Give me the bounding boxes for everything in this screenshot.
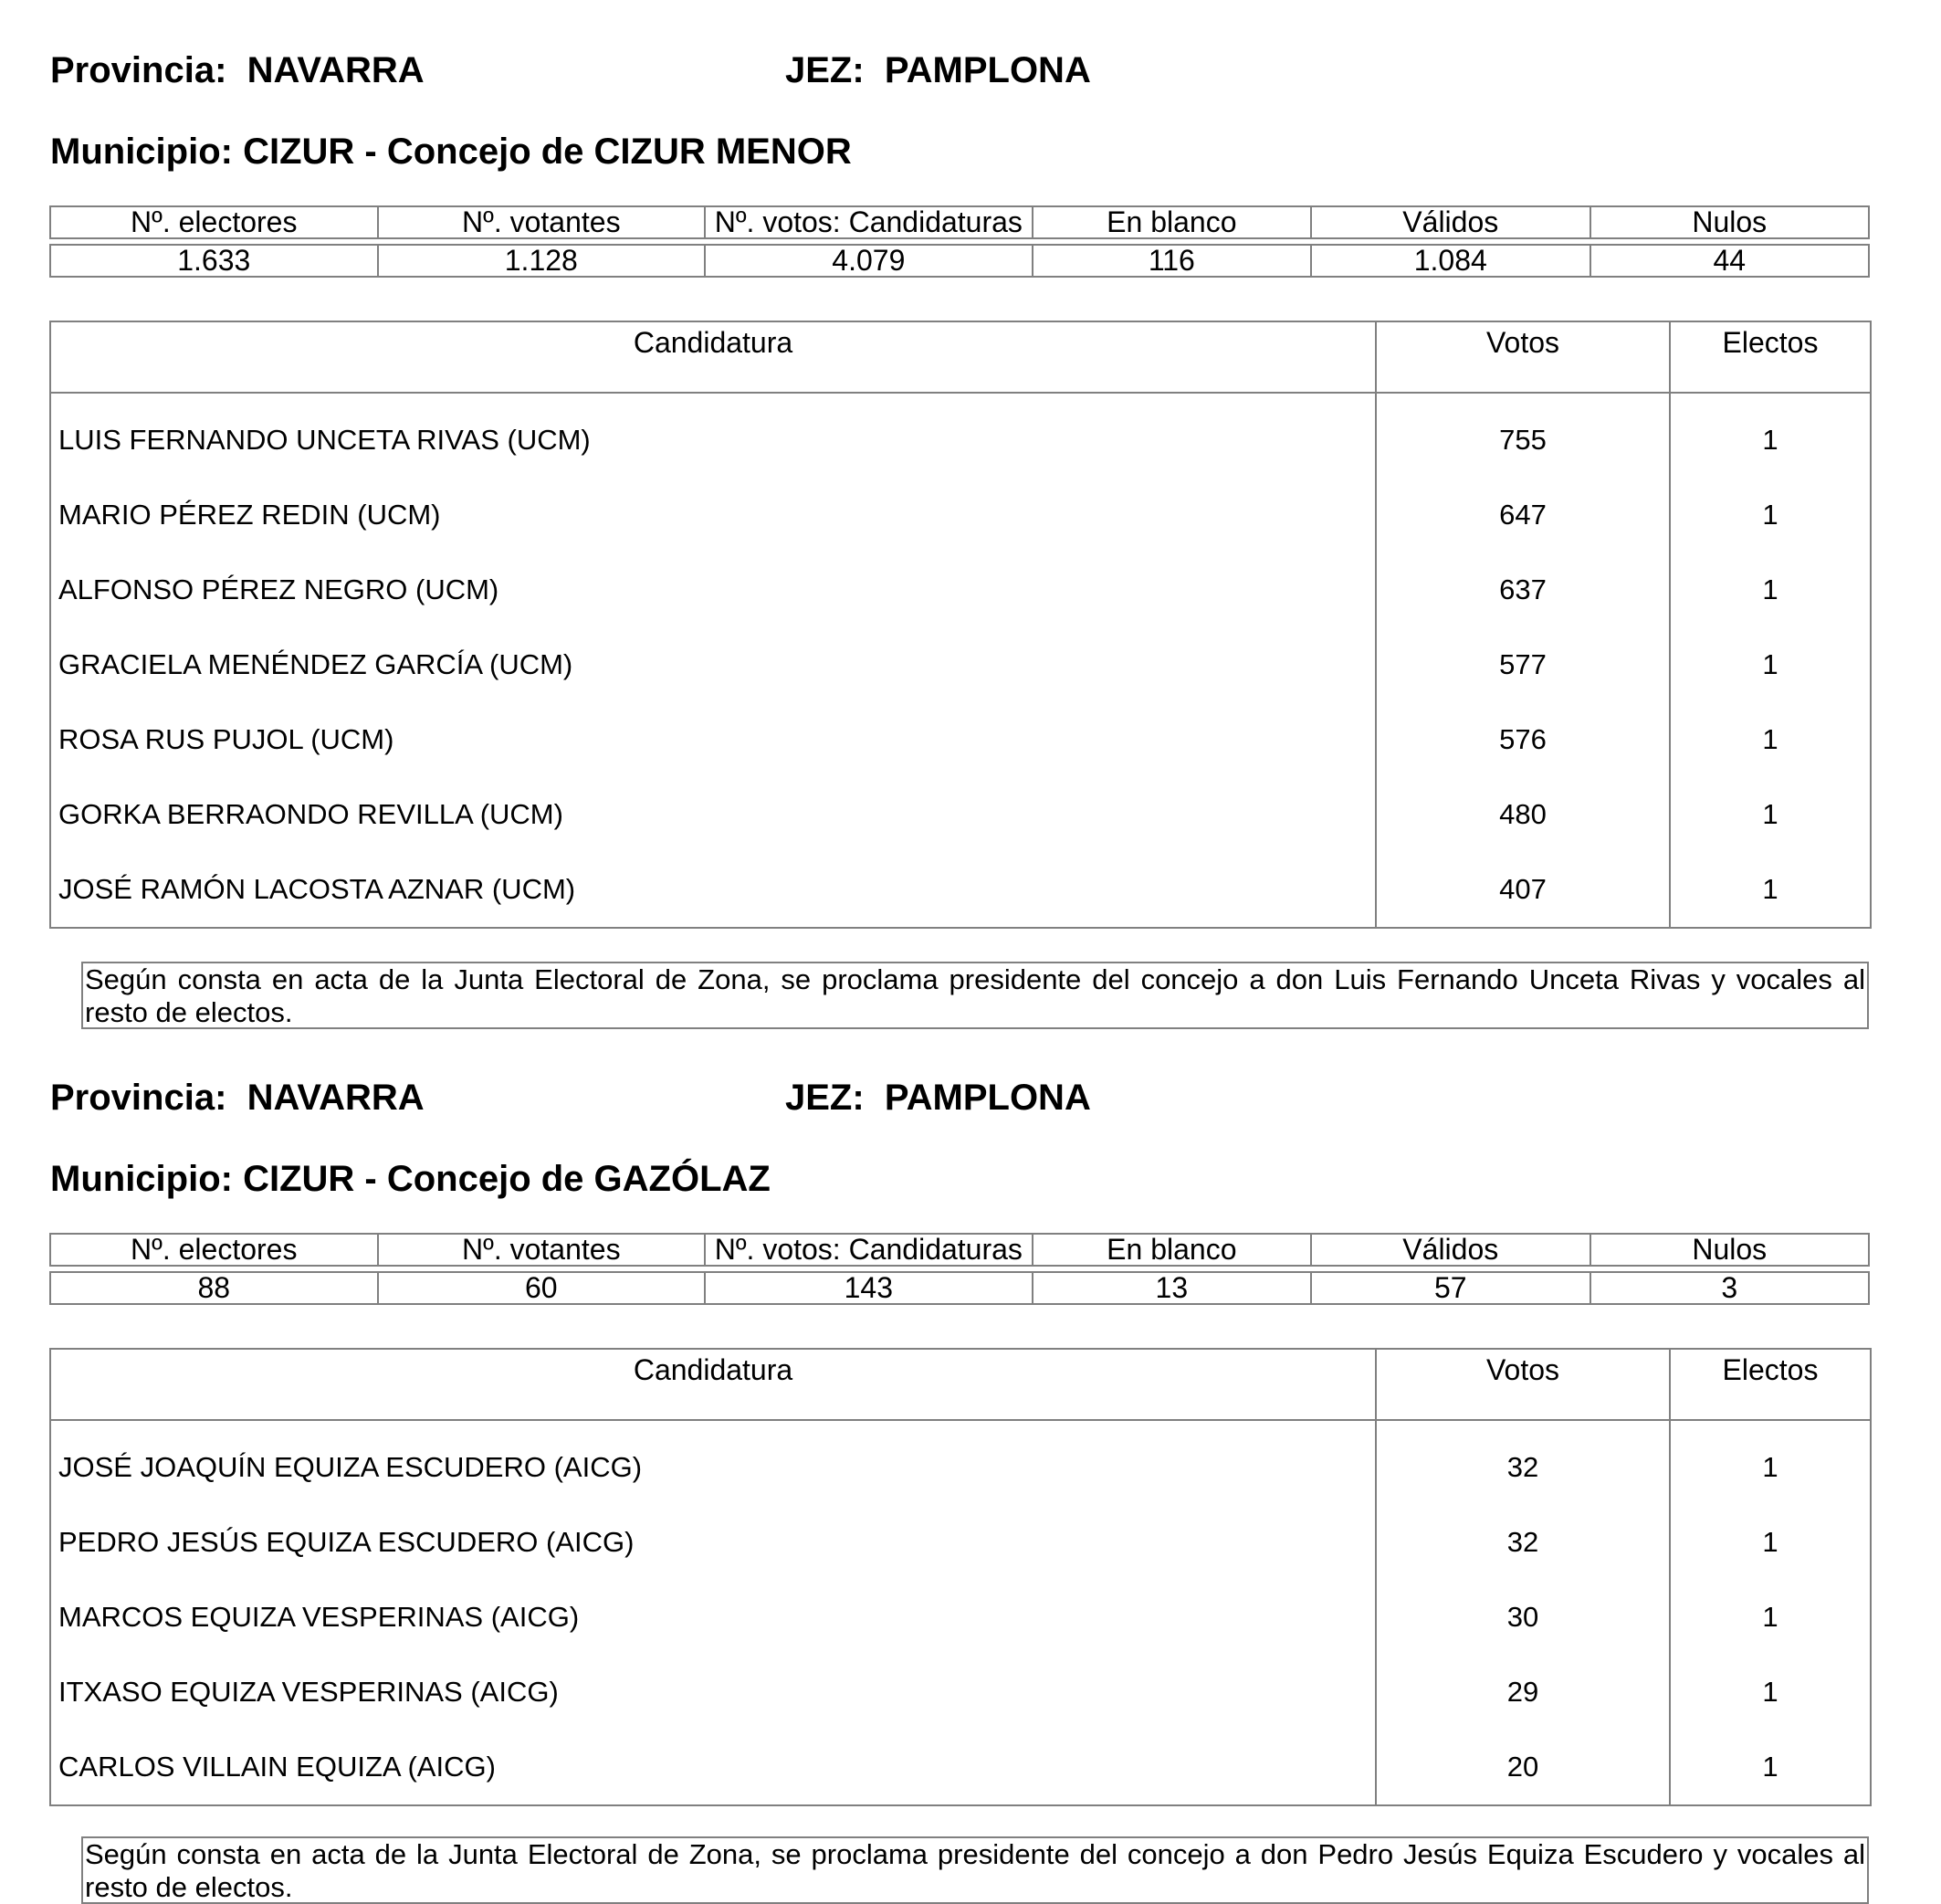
concejo-section-gazolaz [0,1027,1941,1903]
stats-value-cell: 88 [50,1272,378,1304]
candidate-electos: 1 [1670,1505,1871,1580]
candidate-electos: 1 [1670,702,1871,777]
candidate-votos: 20 [1376,1730,1670,1805]
stats-value-cell: 57 [1311,1272,1590,1304]
table-row [50,1420,1871,1505]
table-row [50,702,1871,777]
candidate-electos: 1 [1670,393,1871,478]
candidate-votos: 576 [1376,702,1670,777]
candidatura-header: Candidatura [50,321,1376,393]
candidate-name: ALFONSO PÉREZ NEGRO (UCM) [50,552,1376,627]
candidate-votos: 32 [1376,1505,1670,1580]
stats-header-cell: Nulos [1590,206,1870,238]
table-row [50,777,1871,852]
stats-value-cell: 116 [1033,245,1311,277]
candidate-votos: 480 [1376,777,1670,852]
stats-value-cell: 44 [1590,245,1870,277]
proclamation-note: Según consta en acta de la Junta Electoral de Zona, se proclama presidente del concejo a don Luis Fernando Unceta Rivas y vocales al resto de electos. [81,962,1869,1029]
stats-value-cell: 13 [1033,1272,1311,1304]
candidate-name: MARIO PÉREZ REDIN (UCM) [50,478,1376,552]
candidate-votos: 647 [1376,478,1670,552]
votos-header: Votos [1376,1349,1670,1420]
candidate-votos: 755 [1376,393,1670,478]
candidate-electos: 1 [1670,627,1871,702]
stats-header-cell: Válidos [1311,1234,1590,1266]
table-row [50,552,1871,627]
jez-label: JEZ: PAMPLONA [785,1078,1091,1118]
municipio-label: Municipio: CIZUR - Concejo de CIZUR MENOR [50,131,852,172]
stats-header-table [49,205,1870,239]
stats-header-cell: En blanco [1033,206,1311,238]
candidate-name: GORKA BERRAONDO REVILLA (UCM) [50,777,1376,852]
stats-value-cell: 3 [1590,1272,1870,1304]
stats-header-cell: Válidos [1311,206,1590,238]
stats-header-cell: Nº. votantes [378,1234,706,1266]
candidate-name: GRACIELA MENÉNDEZ GARCÍA (UCM) [50,627,1376,702]
candidate-votos: 407 [1376,852,1670,928]
table-row [50,393,1871,478]
candidate-name: ROSA RUS PUJOL (UCM) [50,702,1376,777]
candidate-electos: 1 [1670,777,1871,852]
stats-header-cell: Nº. votos: Candidaturas [705,206,1033,238]
candidates-table [49,1348,1872,1806]
stats-value-cell: 60 [378,1272,706,1304]
candidate-electos: 1 [1670,852,1871,928]
stats-values-table [49,1271,1870,1305]
table-row [50,627,1871,702]
stats-header-cell: En blanco [1033,1234,1311,1266]
table-row [50,852,1871,928]
candidate-name: ITXASO EQUIZA VESPERINAS (AICG) [50,1655,1376,1730]
provincia-label: Provincia: NAVARRA [50,1078,425,1118]
candidate-electos: 1 [1670,1730,1871,1805]
stats-value-cell: 143 [705,1272,1033,1304]
candidate-votos: 32 [1376,1420,1670,1505]
provincia-label: Provincia: NAVARRA [50,50,425,90]
electos-header: Electos [1670,1349,1871,1420]
candidate-electos: 1 [1670,1580,1871,1655]
candidatura-header: Candidatura [50,1349,1376,1420]
proclamation-note: Según consta en acta de la Junta Electoral de Zona, se proclama presidente del concejo a don Pedro Jesús Equiza Escudero y vocales al resto de electos. [81,1836,1869,1904]
jez-label: JEZ: PAMPLONA [785,50,1091,90]
electos-header: Electos [1670,321,1871,393]
stats-value-cell: 1.084 [1311,245,1590,277]
candidate-name: PEDRO JESÚS EQUIZA ESCUDERO (AICG) [50,1505,1376,1580]
table-row [50,1655,1871,1730]
candidate-name: JOSÉ RAMÓN LACOSTA AZNAR (UCM) [50,852,1376,928]
table-row [50,1580,1871,1655]
votos-header: Votos [1376,321,1670,393]
candidate-electos: 1 [1670,1420,1871,1505]
table-row [50,1730,1871,1805]
stats-value-cell: 4.079 [705,245,1033,277]
stats-header-cell: Nulos [1590,1234,1870,1266]
candidate-name: MARCOS EQUIZA VESPERINAS (AICG) [50,1580,1376,1655]
candidate-name: LUIS FERNANDO UNCETA RIVAS (UCM) [50,393,1376,478]
municipio-label: Municipio: CIZUR - Concejo de GAZÓLAZ [50,1159,771,1199]
candidate-electos: 1 [1670,478,1871,552]
stats-values-table [49,244,1870,278]
candidate-votos: 30 [1376,1580,1670,1655]
candidate-name: JOSÉ JOAQUÍN EQUIZA ESCUDERO (AICG) [50,1420,1376,1505]
table-row [50,478,1871,552]
candidate-electos: 1 [1670,552,1871,627]
stats-header-table [49,1233,1870,1267]
stats-header-cell: Nº. electores [50,206,378,238]
candidate-electos: 1 [1670,1655,1871,1730]
candidate-votos: 577 [1376,627,1670,702]
stats-header-cell: Nº. votantes [378,206,706,238]
table-row [50,1505,1871,1580]
stats-header-cell: Nº. electores [50,1234,378,1266]
candidate-votos: 637 [1376,552,1670,627]
candidate-name: CARLOS VILLAIN EQUIZA (AICG) [50,1730,1376,1805]
stats-header-cell: Nº. votos: Candidaturas [705,1234,1033,1266]
candidates-table [49,321,1872,929]
stats-value-cell: 1.633 [50,245,378,277]
candidate-votos: 29 [1376,1655,1670,1730]
stats-value-cell: 1.128 [378,245,706,277]
